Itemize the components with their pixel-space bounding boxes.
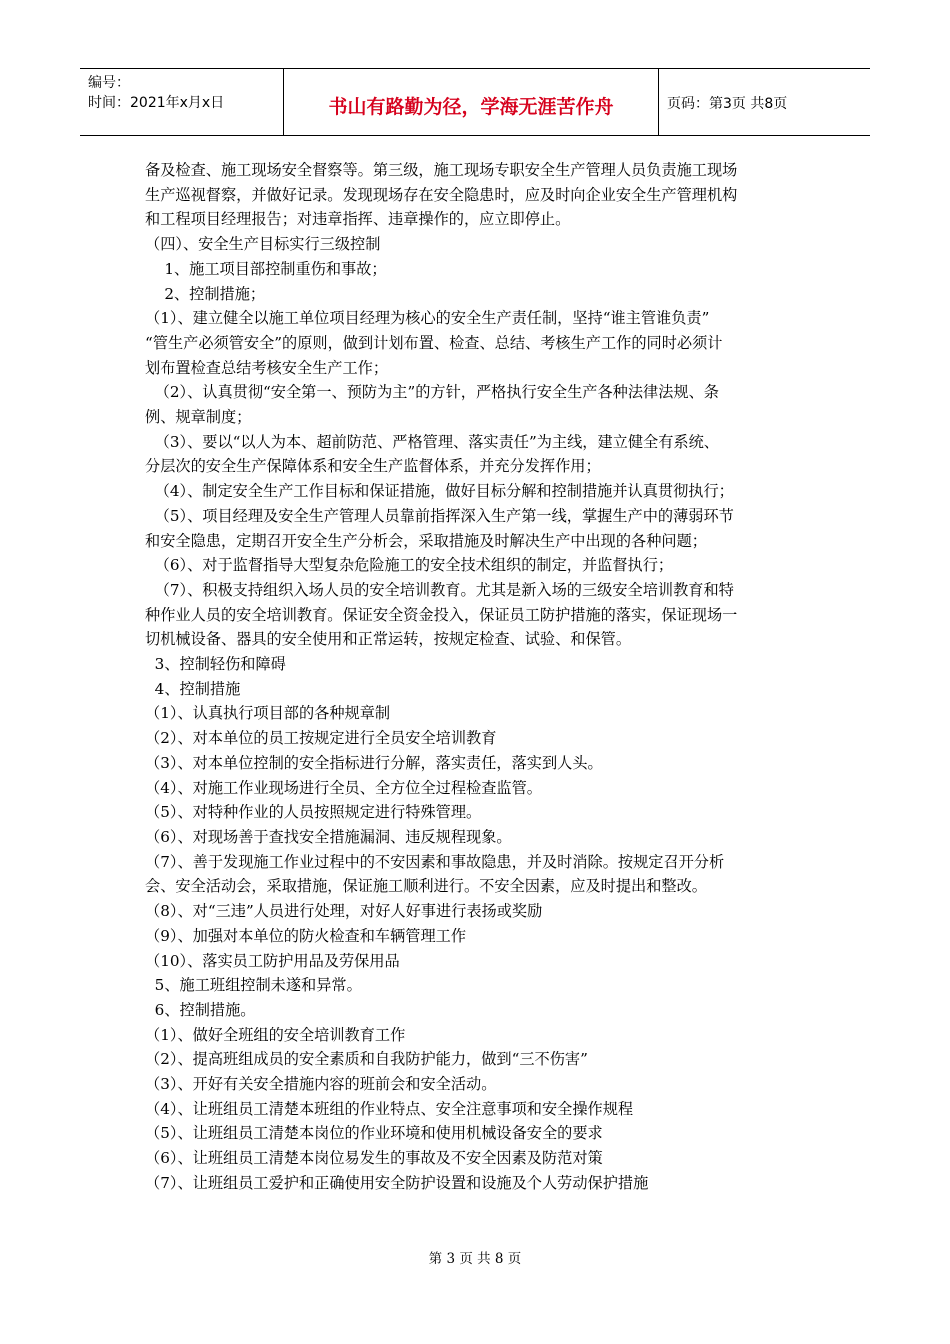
text-line: （1）、建立健全以施工单位项目经理为核心的安全生产责任制，坚持“谁主管谁负责” xyxy=(145,309,710,328)
text-line: （3）、要以“以人为本、超前防范、严格管理、落实责任”为主线，建立健全有系统、 xyxy=(145,432,719,451)
text-line: 例、规章制度； xyxy=(145,408,252,427)
text-line: “管生产必须管安全”的原则，做到计划布置、检查、总结、考核生产工作的同时必须计 xyxy=(145,333,723,352)
text-line: 6、控制措施。 xyxy=(145,1000,256,1019)
text-line: （4）、让班组员工清楚本班组的作业特点、安全注意事项和安全操作规程 xyxy=(145,1099,634,1118)
text-line: （3）、开好有关安全措施内容的班前会和安全活动。 xyxy=(145,1075,497,1094)
text-line: （3）、对本单位控制的安全指标进行分解，落实责任，落实到人头。 xyxy=(145,753,603,772)
document-body xyxy=(145,158,815,1196)
text-line: （四）、安全生产目标实行三级控制 xyxy=(145,235,381,254)
text-line: 会、安全活动会，采取措施，保证施工顺利进行。不安全因素，应及时提出和整改。 xyxy=(145,877,707,896)
text-line: 种作业人员的安全培训教育。保证安全资金投入，保证员工防护措施的落实，保证现场一 xyxy=(145,605,738,624)
text-line: （7）、积极支持组织入场人员的安全培训教育。尤其是新入场的三级安全培训教育和特 xyxy=(145,580,734,599)
text-line: 1、施工项目部控制重伤和事故； xyxy=(145,259,387,278)
text-line: 备及检查、施工现场安全督察等。第三级，施工现场专职安全生产管理人员负责施工现场 xyxy=(145,161,738,179)
text-line: （2）、提高班组成员的安全素质和自我防护能力，做到“三不伤害” xyxy=(145,1050,588,1069)
text-line: 5、施工班组控制未遂和异常。 xyxy=(145,976,362,995)
text-line: （6）、对现场善于查找安全措施漏洞、违反规程现象。 xyxy=(145,827,512,846)
text-line: 划布置检查总结考核安全生产工作； xyxy=(145,358,388,377)
text-line: （5）、对特种作业的人员按照规定进行特殊管理。 xyxy=(145,803,482,822)
text-line: 2、控制措施； xyxy=(145,284,266,303)
text-line: （8）、对“三违”人员进行处理，对好人好事进行表扬或奖励 xyxy=(145,902,543,921)
text-line: 和工程项目经理报告；对违章指挥、违章操作的，应立即停止。 xyxy=(145,210,571,229)
text-line: （1）、认真执行项目部的各种规章制 xyxy=(145,704,391,723)
header-meta xyxy=(80,69,284,135)
text-line: （10）、落实员工防护用品及劳保用品 xyxy=(145,951,400,970)
text-line: （2）、认真贯彻“安全第一、预防为主”的方针，严格执行安全生产各种法律法规、条 xyxy=(145,383,719,402)
text-line: （6）、对于监督指导大型复杂危险施工的安全技术组织的制定，并监督执行； xyxy=(145,556,674,575)
text-line: （7）、让班组员工爱护和正确使用安全防护设置和设施及个人劳动保护措施 xyxy=(145,1173,649,1192)
page-header xyxy=(80,68,870,136)
text-line: 4、控制措施 xyxy=(145,679,241,698)
text-line: 和安全隐患，定期召开安全生产分析会，采取措施及时解决生产中出现的各种问题； xyxy=(145,531,707,550)
text-line: （6）、让班组员工清楚本岗位易发生的事故及不安全因素及防范对策 xyxy=(145,1149,603,1168)
text-line: （2）、对本单位的员工按规定进行全员安全培训教育 xyxy=(145,729,497,748)
text-line: 分层次的安全生产保障体系和安全生产监督体系，并充分发挥作用； xyxy=(145,457,601,476)
text-line: （5）、让班组员工清楚本岗位的作业环境和使用机械设备安全的要求 xyxy=(145,1124,603,1143)
text-line: （5）、项目经理及安全生产管理人员靠前指挥深入生产第一线，掌握生产中的薄弱环节 xyxy=(145,506,734,525)
document-date: 时间：2021年x月x日 xyxy=(88,95,225,111)
text-line: （7）、善于发现施工作业过程中的不安因素和事故隐患，并及时消除。按规定召开分析 xyxy=(145,852,725,871)
document-number-label: 编号： xyxy=(88,75,130,91)
header-page-info: 页码：第3页 共8页 xyxy=(667,96,788,112)
text-line: （9）、加强对本单位的防火检查和车辆管理工作 xyxy=(145,926,467,945)
text-line: 切机械设备、器具的安全使用和正常运转，按规定检查、试验、和保管。 xyxy=(145,630,631,649)
header-motto: 书山有路勤为径，学海无涯苦作舟 xyxy=(284,69,659,135)
page-footer: 第 3 页 共 8 页 xyxy=(428,1251,522,1267)
text-line: 3、控制轻伤和障碍 xyxy=(145,655,286,674)
text-line: （4）、对施工作业现场进行全员、全方位全过程检查监管。 xyxy=(145,778,542,797)
text-line: （4）、制定安全生产工作目标和保证措施，做好目标分解和控制措施并认真贯彻执行； xyxy=(145,482,734,501)
text-line: 生产巡视督察，并做好记录。发现现场存在安全隐患时，应及时向企业安全生产管理机构 xyxy=(145,185,738,204)
text-line: （1）、做好全班组的安全培训教育工作 xyxy=(145,1025,406,1044)
